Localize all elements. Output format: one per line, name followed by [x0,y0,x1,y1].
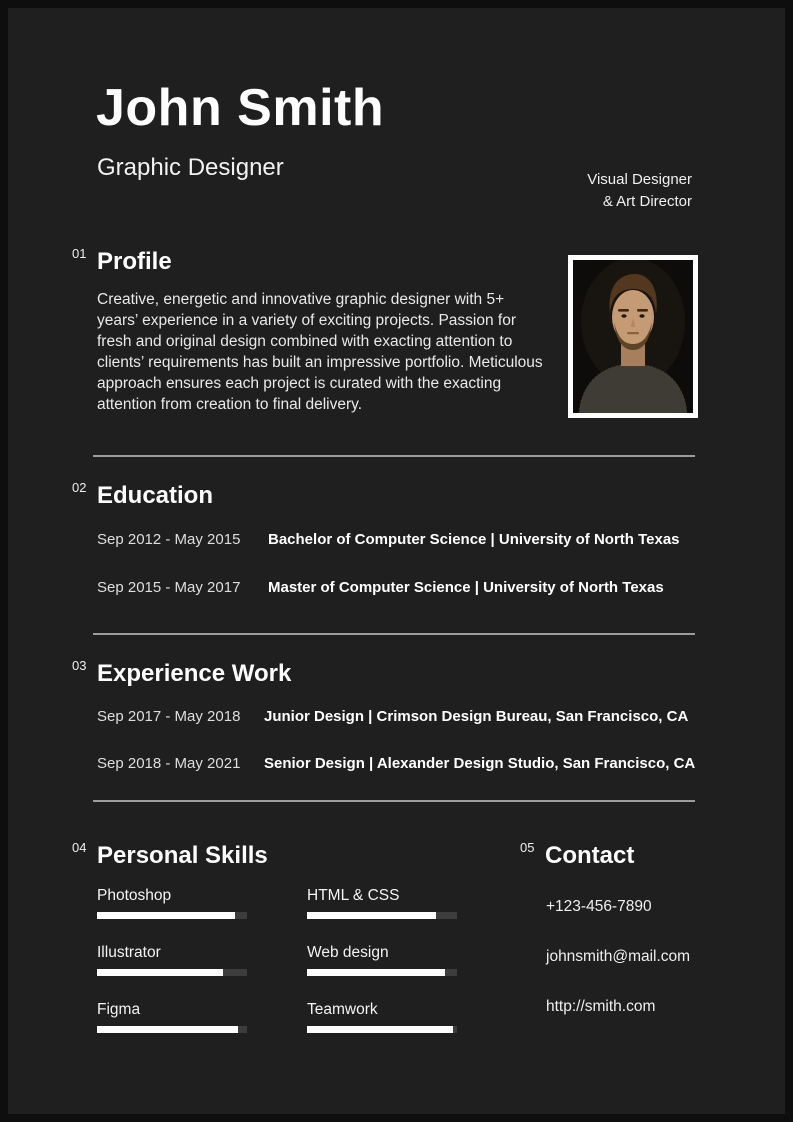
education-row-dates: Sep 2012 - May 2015 [97,531,241,548]
skill-label: Web design [307,944,389,961]
skill-item [97,887,262,919]
skill-label: Photoshop [97,887,172,904]
experience-row-dates: Sep 2017 - May 2018 [97,708,241,725]
skills-column-1 [97,887,262,1058]
skill-bar-track [307,912,457,919]
skills-section-heading: Personal Skills [97,842,268,869]
contact-section-heading: Contact [545,842,635,869]
skill-label: HTML & CSS [307,887,400,904]
person-name: John Smith [96,79,385,137]
education-row-detail: Master of Computer Science | University of North Texas [268,579,664,596]
profile-section-heading: Profile [97,248,172,275]
skill-item [307,887,472,919]
skill-label: Teamwork [307,1001,378,1018]
education-row-detail: Bachelor of Computer Science | University of North Texas [268,531,680,548]
education-section-heading: Education [97,482,214,509]
experience-section-heading: Experience Work [97,660,292,687]
skill-bar-fill [307,912,436,919]
skill-label: Figma [97,1001,141,1018]
tagline [587,169,692,213]
portrait-photo-illustration [573,260,693,413]
contact-section-number: 05 [520,840,535,855]
experience-row-dates: Sep 2018 - May 2021 [97,755,241,772]
section-divider [93,455,695,457]
skills-column-2 [307,887,472,1058]
education-section-number: 02 [72,480,87,495]
contact-email: johnsmith@mail.com [546,948,691,965]
profile-photo [568,255,698,418]
section-divider [93,633,695,635]
skill-item [97,1001,262,1033]
skill-bar-track [97,912,247,919]
experience-section-number: 03 [72,658,87,673]
skills-section-number: 04 [72,840,87,855]
job-title: Graphic Designer [97,154,284,181]
skill-bar-fill [97,1026,238,1033]
education-row-dates: Sep 2015 - May 2017 [97,579,241,596]
skill-bar-fill [97,969,223,976]
skill-bar-fill [97,912,235,919]
profile-section-number: 01 [72,246,87,261]
contact-list [546,898,690,1048]
experience-row-detail: Junior Design | Crimson Design Bureau, San Francisco, CA [264,708,689,725]
tagline-line-2: & Art Director [602,193,692,210]
skill-bar-track [307,969,457,976]
experience-row-detail: Senior Design | Alexander Design Studio, San Francisco, CA [264,755,696,772]
profile-text: Creative, energetic and innovative graphic designer with 5+ years’ experience in a variety of exciting projects. Passion for fresh and original design combined with exacting attention to clients’ requirements has built an impressive portfolio. Meticulous approach ensures each project is curated with the exacting attention from creation to final delivery. [97,291,543,413]
contact-phone: +123-456-7890 [546,898,652,915]
tagline-line-1: Visual Designer [587,171,692,188]
contact-website: http://smith.com [546,998,656,1015]
skill-item [307,1001,472,1033]
skill-bar-track [97,969,247,976]
skill-bar-fill [307,969,445,976]
skill-item [97,944,262,976]
skill-bar-track [97,1026,247,1033]
section-divider [93,800,695,802]
skill-item [307,944,472,976]
skill-label: Illustrator [97,944,161,961]
skill-bar-fill [307,1026,453,1033]
skill-bar-track [307,1026,457,1033]
